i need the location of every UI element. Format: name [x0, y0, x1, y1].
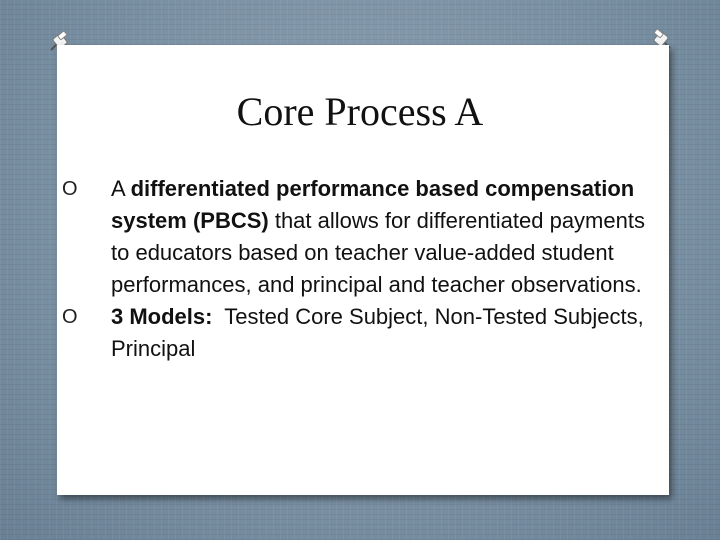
bullet-item-models: [62, 301, 662, 365]
slide-title: Core Process A: [236, 89, 484, 134]
bullet-body-text: Tested Core Subject, Non-Tested Subjects, Principal: [111, 304, 650, 361]
bullet-body-text: that allows for differentiated payments to educators based on teacher value-added student performances, and principal and teacher observations.: [111, 208, 645, 297]
bullet-bold-text: differentiated performance based compensation system (PBCS): [111, 176, 635, 233]
bullet-bold-text: 3 Models:: [111, 304, 213, 329]
bullet-lead-text: A: [111, 176, 131, 201]
bullet-marker: O: [62, 306, 78, 328]
bullet-marker: O: [62, 178, 78, 200]
bullet-list: [62, 173, 662, 365]
bullet-item-pbcs: [62, 173, 662, 301]
